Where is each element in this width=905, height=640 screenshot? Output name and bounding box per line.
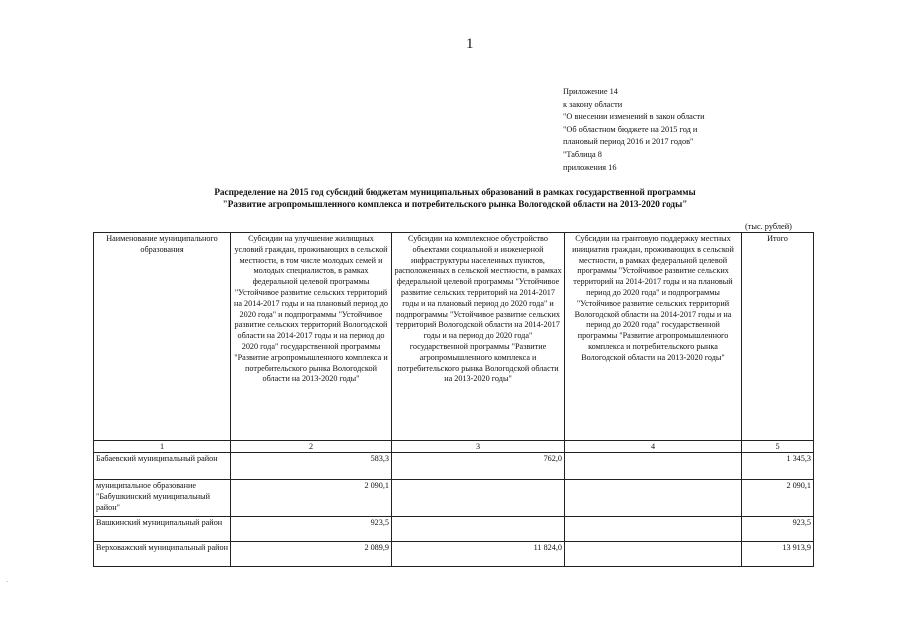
grants-value (565, 542, 742, 567)
appendix-line: к закону области (563, 99, 623, 109)
units-label: (тыс. рублей) (745, 222, 792, 231)
column-number-row (94, 441, 814, 453)
municipality-name: Вашкинский муниципальный район (94, 517, 231, 542)
appendix-line: "О внесении изменений в закон области (563, 112, 705, 122)
appendix-line: приложения 16 (563, 162, 617, 172)
total-value: 13 913,9 (742, 542, 814, 567)
infrastructure-value: 762,0 (392, 453, 565, 480)
infrastructure-value: 11 824,0 (392, 542, 565, 567)
appendix-reference (563, 86, 763, 174)
column-number: 4 (565, 441, 742, 453)
appendix-line: "Об областном бюджете на 2015 год и (563, 124, 698, 134)
appendix-line: Приложение 14 (563, 87, 618, 96)
column-number: 1 (94, 441, 231, 453)
title-line-1: Распределение на 2015 год субсидий бюджетам муниципальных образований в рамках государственной программы (214, 187, 696, 197)
column-number: 2 (231, 441, 392, 453)
page-number: 1 (466, 36, 474, 52)
table-row (94, 453, 814, 480)
title-line-2: "Развитие агропромышленного комплекса и потребительского рынка Вологодской области на 2013-2020 годы" (222, 199, 688, 209)
housing-value: 583,3 (231, 453, 392, 480)
subsidy-table (93, 232, 814, 567)
table-row (94, 480, 814, 517)
table-row (94, 542, 814, 567)
infrastructure-value (392, 480, 565, 517)
grants-value (565, 517, 742, 542)
header-housing-subsidies: Субсидии на улучшение жилищных условий граждан, проживающих в сельской местности, в том числе молодых семей и молодых специалистов, в рамках федеральной целевой программы "Устойчивое развитие сельских территорий на 2014-2017 годы и на плановый период до 2020 года" и подпрограммы "Устойчивое развитие сельских территорий Вологодской области на 2014-2017 годы и на период до 2020 года" государственной программы "Развитие агропромышленного комплекса и потребительского рынка Вологодской области на 2013-2020 годы" (231, 233, 392, 441)
municipality-name: муниципальное образование "Бабушкинский муниципальный район" (94, 480, 231, 517)
municipality-name: Бабаевский муниципальный район (94, 453, 231, 480)
document-title (150, 186, 760, 210)
housing-value: 2 089,9 (231, 542, 392, 567)
header-infrastructure-subsidies: Субсидии на комплексное обустройство объектами социальной и инженерной инфраструктуры населенных пунктов, расположенных в сельской местности, в рамках федеральной целевой программы "Устойчивое развитие сельских территорий на 2014-2017 годы и на плановый период до 2020 года" и подпрограммы "Устойчивое развитие сельских территорий Вологодской области на 2014-2017 годы и на период до 2020 года" государственной программы "Развитие агропромышленного комплекса и потребительского рынка Вологодской области на 2013-2020 годы" (392, 233, 565, 441)
margin-mark: · (6, 578, 9, 586)
appendix-line: плановый период 2016 и 2017 годов" (563, 137, 694, 147)
appendix-line: "Таблица 8 (563, 149, 602, 159)
grants-value (565, 480, 742, 517)
column-number: 5 (742, 441, 814, 453)
header-row (94, 233, 814, 441)
housing-value: 923,5 (231, 517, 392, 542)
table-row (94, 517, 814, 542)
municipality-name: Верховажский муниципальный район (94, 542, 231, 567)
infrastructure-value (392, 517, 565, 542)
total-value: 2 090,1 (742, 480, 814, 517)
header-total: Итого (742, 233, 814, 441)
housing-value: 2 090,1 (231, 480, 392, 517)
total-value: 1 345,3 (742, 453, 814, 480)
header-grant-subsidies: Субсидии на грантовую поддержку местных инициатив граждан, проживающих в сельской местности, в рамках федеральной целевой программы "Устойчивое развитие сельских территорий на 2014-2017 годы и на плановый период до 2020 года" и подпрограммы "Устойчивое развитие сельских территорий Вологодской области на 2014-2017 годы и на период до 2020 года" государственной программы "Развитие агропромышленного комплекса и потребительского рынка Вологодской области на 2013-2020 годы" (565, 233, 742, 441)
total-value: 923,5 (742, 517, 814, 542)
column-number: 3 (392, 441, 565, 453)
grants-value (565, 453, 742, 480)
header-municipality: Наименование муниципального образования (94, 233, 231, 441)
